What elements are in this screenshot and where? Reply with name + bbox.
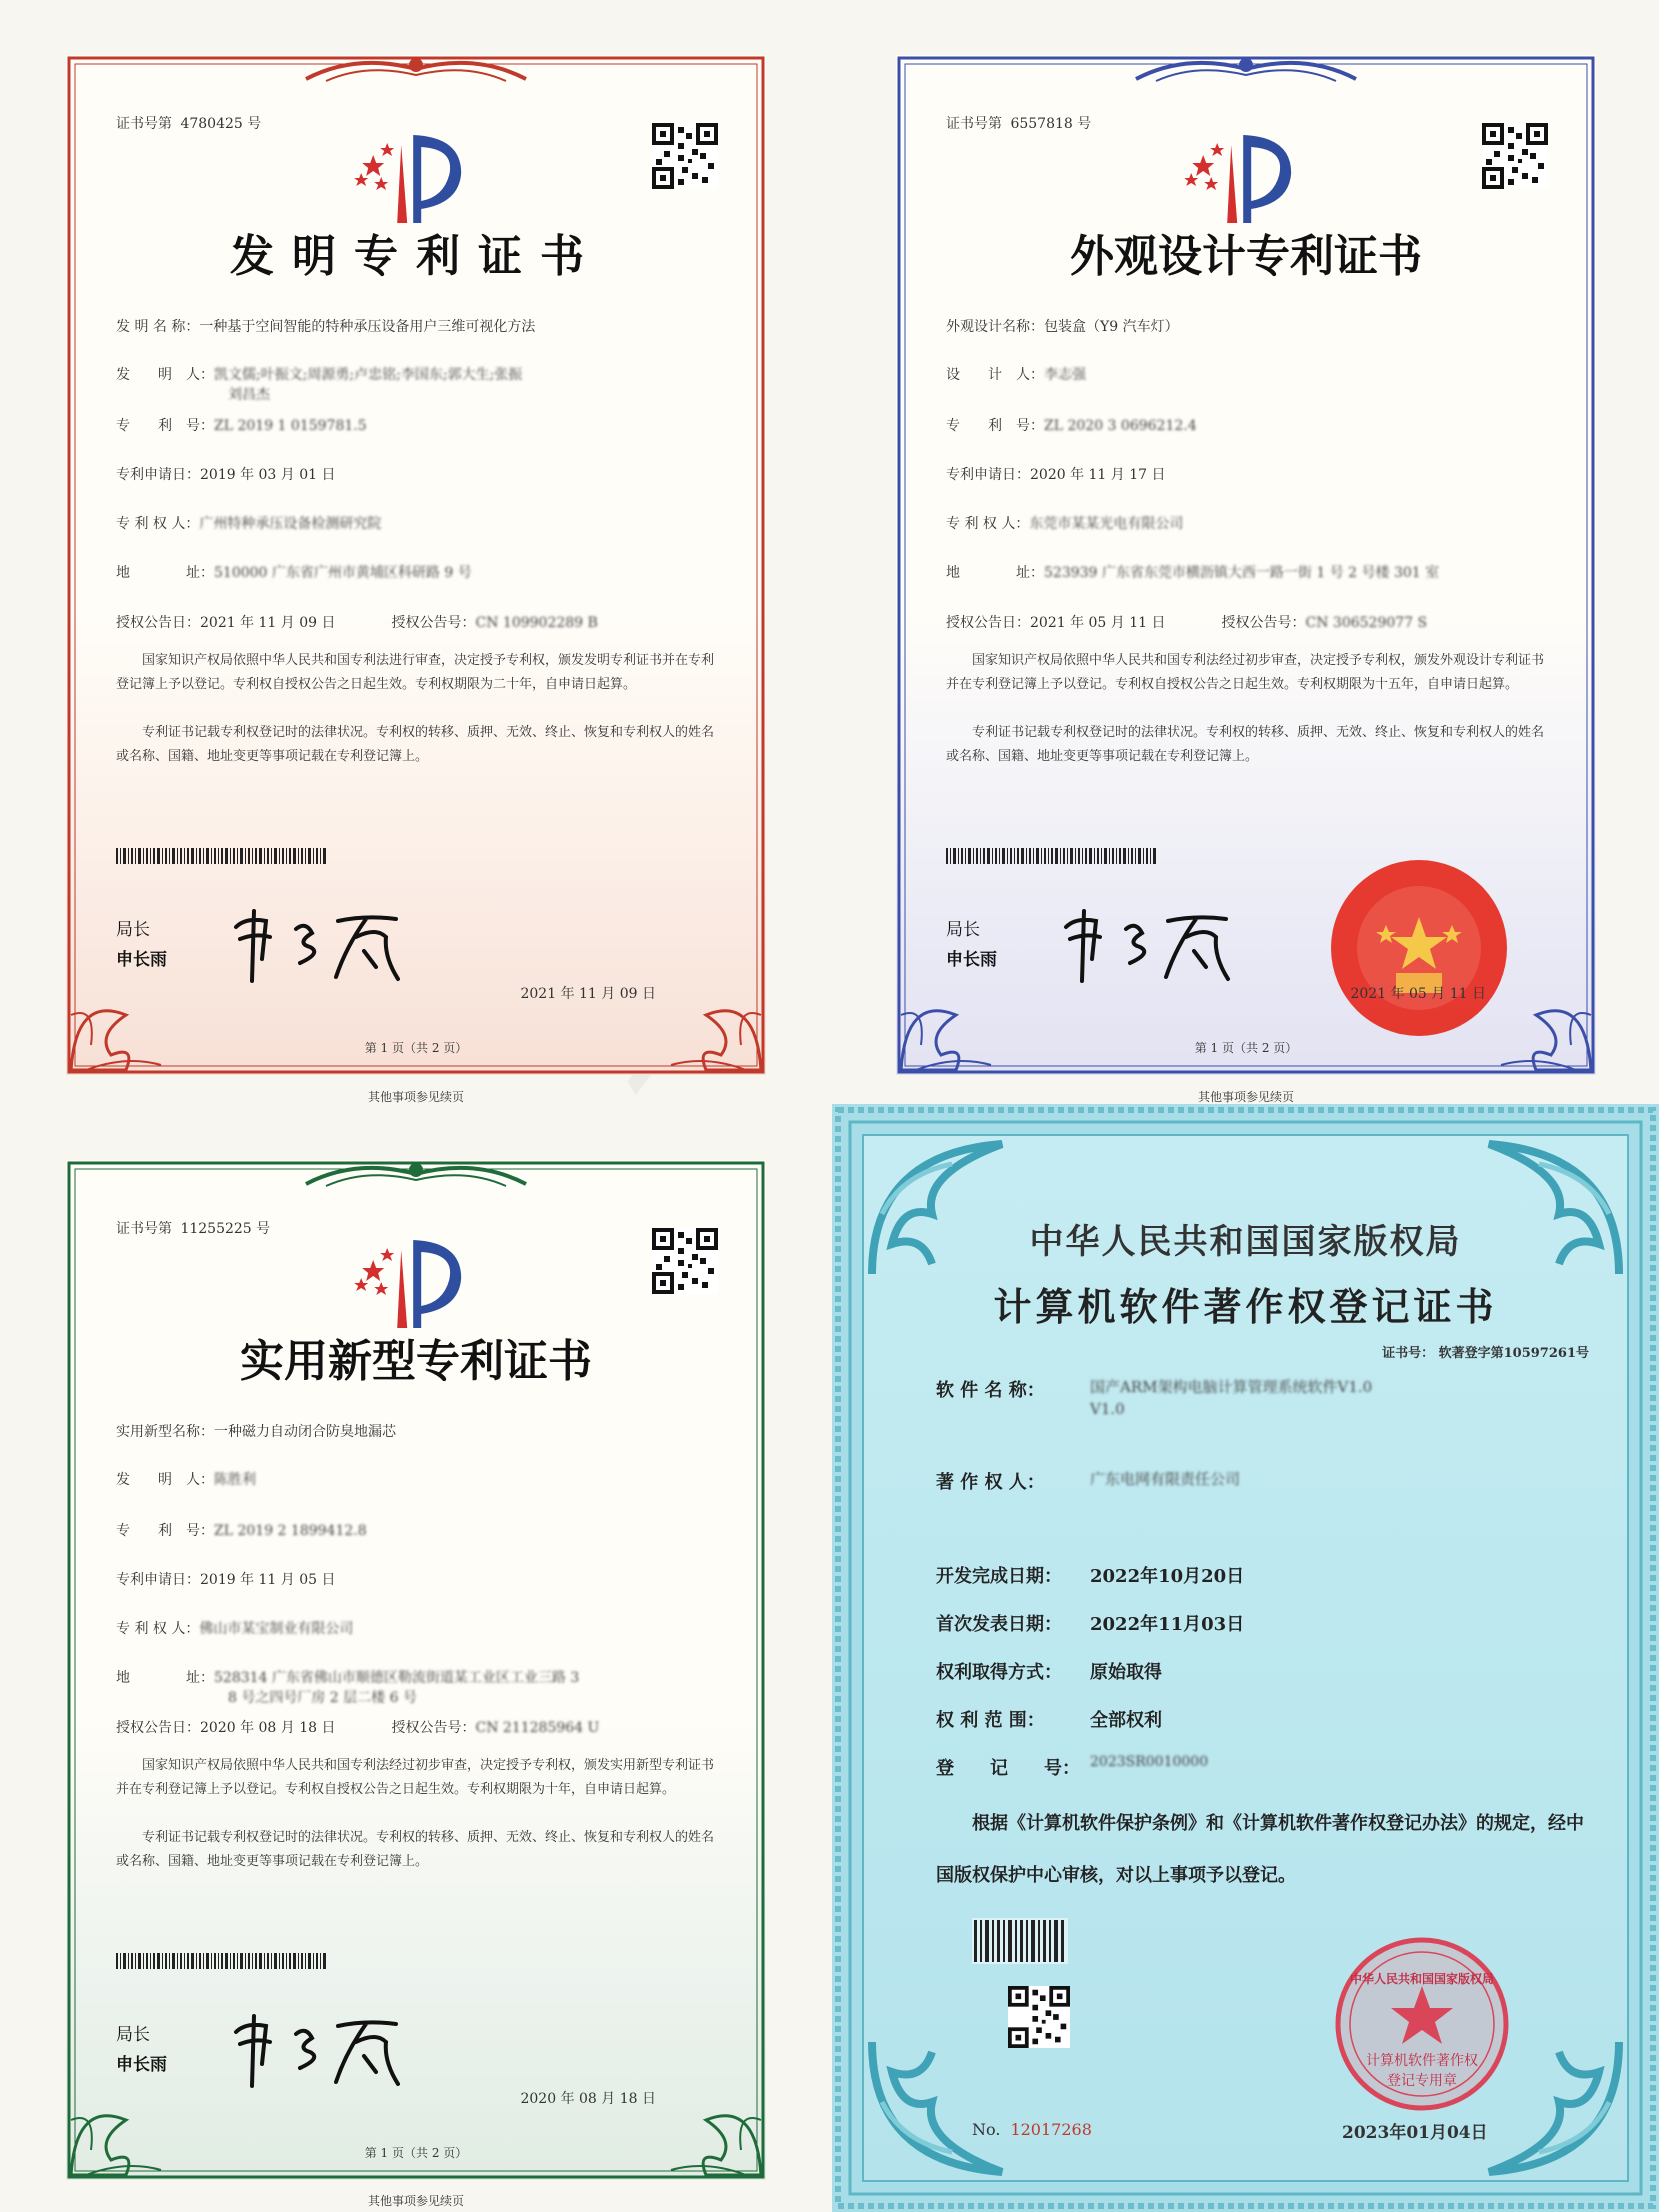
field-software-name: 软 件 名 称： 国产ARM架构电脑计算管理系统软件V1.0 (936, 1378, 1373, 1401)
field-publish-date: 首次发表日期： 2022年11月03日 (936, 1614, 1245, 1635)
certificate-declaration: 根据《计算机软件保护条例》和《计算机软件著作权登记办法》的规定，经中国版权保护中心审核，对以上事项予以登记。 (936, 1813, 1584, 1886)
barcode-icon (116, 848, 326, 864)
director-signature (226, 2012, 426, 2092)
page-number: 第 1 页（共 2 页） (1194, 1041, 1298, 1055)
sign-date: 2021 年 11 月 09 日 (520, 986, 656, 1002)
qr-code-icon (652, 123, 718, 189)
certificate-title: 外观设计专利证书 (1070, 231, 1422, 282)
field-registration-number: 登 记 号： 2023SR0010000 (936, 1754, 1209, 1779)
qr-code-icon (1482, 123, 1548, 189)
director-block: 局长 申长雨 (116, 2025, 167, 2075)
field-publication: 授权公告日：2021 年 11 月 09 日 授权公告号：CN 109902289 B (116, 615, 598, 631)
design-patent-certificate (896, 55, 1596, 1075)
footer-note: 其他事项参见续页 (1197, 1090, 1294, 1104)
director-signature (1056, 907, 1256, 987)
seal-subtext-2: 登记专用章 (1387, 2073, 1457, 2089)
issuer-title: 中华人民共和国国家版权局 (1029, 1222, 1462, 1262)
corner-ornament (862, 2032, 1012, 2182)
field-application-date: 专利申请日：2020 年 11 月 17 日 (946, 467, 1166, 483)
certificate-title: 发明专利证书 (230, 231, 602, 282)
field-address: 地 址：523939 广东省东莞市横沥镇大西一路一街 1 号 2 号楼 301 室 (946, 565, 1440, 581)
qr-code-icon (652, 1228, 718, 1294)
official-seal (1326, 855, 1512, 1041)
certificate-legal-note: 专利证书记载专利权登记时的法律状况。专利权的转移、质押、无效、终止、恢复和专利权人的姓名或名称、国籍、地址变更等事项记载在专利登记簿上。 (946, 725, 1545, 764)
sign-date: 2020 年 08 月 18 日 (520, 2091, 656, 2107)
sign-date: 2021 年 05 月 11 日 (1350, 986, 1486, 1002)
field-copyright-owner: 著 作 权 人： 广东电网有限责任公司 (936, 1470, 1241, 1493)
field-rights-scope: 权 利 范 围： 全部权利 (936, 1710, 1162, 1731)
field-publication: 授权公告日：2021 年 05 月 11 日 授权公告号：CN 306529077 S (946, 615, 1428, 631)
field-inventors: 发 明 人：凯文儒;叶振文;周源勇;卢忠铭;李国东;郭大生;张振 刘昌杰 (116, 367, 523, 403)
certificate-title: 计算机软件著作权登记证书 (993, 1284, 1498, 1329)
field-application-date: 专利申请日：2019 年 11 月 05 日 (116, 1572, 336, 1588)
certificate-statement: 国家知识产权局依照中华人民共和国专利法经过初步审查，决定授予专利权，颁发外观设计专利证书并在专利登记簿上予以登记。专利权自授权公告之日起生效。专利权期限为十五年，自申请日起算。 (946, 653, 1545, 692)
qr-code-icon (1008, 1986, 1070, 2048)
page-number: 第 1 页（共 2 页） (364, 1041, 468, 1055)
field-utility-name: 实用新型名称：一种磁力自动闭合防臭地漏芯 (116, 1424, 396, 1440)
field-address: 地 址：510000 广东省广州市黄埔区科研路 9 号 (116, 565, 472, 581)
field-inventor: 发 明 人：陈胜利 (116, 1472, 256, 1488)
field-patent-number: 专 利 号：ZL 2020 3 0696212.4 (946, 418, 1197, 434)
seal-subtext-1: 计算机软件著作权 (1366, 2053, 1478, 2069)
director-signature (226, 907, 426, 987)
corner-ornament (646, 2060, 766, 2180)
certificate-number: 证书号： 软著登字第10597261号 (1382, 1346, 1589, 1361)
field-patentee: 专 利 权 人：广州特种承压设备检测研究院 (116, 516, 382, 532)
footer-note: 其他事项参见续页 (367, 2194, 464, 2208)
director-block: 局长 申长雨 (946, 920, 997, 970)
director-block: 局长 申长雨 (116, 920, 167, 970)
corner-ornament (646, 955, 766, 1075)
certificate-legal-note: 专利证书记载专利权登记时的法律状况。专利权的转移、质押、无效、终止、恢复和专利权人的姓名或名称、国籍、地址变更等事项记载在专利登记簿上。 (116, 725, 715, 764)
footer-note: 其他事项参见续页 (367, 1090, 464, 1104)
field-acquisition-method: 权利取得方式： 原始取得 (936, 1662, 1162, 1683)
barcode-icon (972, 1918, 1068, 1964)
field-patentee: 专 利 权 人：东莞市某某光电有限公司 (946, 516, 1184, 532)
field-patent-number: 专 利 号：ZL 2019 1 0159781.5 (116, 418, 367, 434)
invention-patent-certificate (66, 55, 766, 1075)
serial-number: No. 12017268 (972, 2120, 1092, 2139)
field-publication: 授权公告日：2020 年 08 月 18 日 授权公告号：CN 211285964 U (116, 1720, 600, 1736)
barcode-icon (946, 848, 1156, 864)
field-patent-number: 专 利 号：ZL 2019 2 1899412.8 (116, 1523, 367, 1539)
field-design-name: 外观设计名称：包装盒（Y9 汽车灯） (946, 319, 1179, 335)
page-number: 第 1 页（共 2 页） (364, 2146, 468, 2160)
certificate-number: 证书号第 4780425 号 (116, 116, 262, 132)
utility-patent-certificate (66, 1160, 766, 2180)
certificate-statement: 国家知识产权局依照中华人民共和国专利法进行审查，决定授予专利权，颁发发明专利证书并在专利登记簿上予以登记。专利权自授权公告之日起生效。专利权期限为二十年，自申请日起算。 (116, 653, 715, 692)
issue-date: 2023年01月04日 (1342, 2123, 1488, 2143)
field-dev-date: 开发完成日期： 2022年10月20日 (936, 1566, 1245, 1587)
field-designer: 设 计 人：李志强 (946, 367, 1086, 383)
field-patentee: 专 利 权 人：佛山市某宝制业有限公司 (116, 1621, 354, 1637)
certificate-number: 证书号第 11255225 号 (116, 1221, 271, 1237)
certificate-legal-note: 专利证书记载专利权登记时的法律状况。专利权的转移、质押、无效、终止、恢复和专利权人的姓名或名称、国籍、地址变更等事项记载在专利登记簿上。 (116, 1830, 715, 1869)
certificate-number: 证书号第 6557818 号 (946, 116, 1092, 132)
crest-ornament (296, 1160, 536, 1190)
crest-ornament (296, 55, 536, 85)
field-invention-name: 发 明 名 称：一种基于空间智能的特种承压设备用户三维可视化方法 (116, 319, 536, 335)
cnipa-logo-icon (1173, 127, 1303, 227)
certificate-title: 实用新型专利证书 (240, 1336, 592, 1387)
software-copyright-certificate: 中华人民共和国国家版权局 计算机软件著作权登记证书 证书号： 软著登字第10597261号 软 件 名 称： 国产ARM架构电脑计算管理系统软件V1.0 V1.0 著 作 权 人： 广东电网有限责任公司 开发完成日期： 2022年10月20日 首次发表日期： 2022年11月03日 权利取得方式： 原始取得 权 利 范 围： 全部权利 登 记 号： 2023SR0010000 根据《计算机软件保护条例》和《计算机软件著作权登记办法》的规定，经中国版权保护中心审核，对以上事项予以登记。 中华人民共和国国家版权局 计算机软件著作权 登记专用章 No. 12017268 2023年01月04日 (832, 1104, 1659, 2212)
barcode-icon (116, 1953, 326, 1969)
certificate-statement: 国家知识产权局依照中华人民共和国专利法经过初步审查，决定授予专利权，颁发实用新型专利证书并在专利登记簿上予以登记。专利权自授权公告之日起生效。专利权期限为十年，自申请日起算。 (116, 1758, 715, 1797)
crest-ornament (1126, 55, 1366, 85)
cnipa-logo-icon (343, 127, 473, 227)
cnipa-logo-icon (343, 1232, 473, 1332)
field-address: 地 址：528314 广东省佛山市顺德区勒流街道某工业区工业三路 3 8 号之四号厂房 2 层二楼 6 号 (116, 1670, 580, 1706)
field-application-date: 专利申请日：2019 年 03 月 01 日 (116, 467, 336, 483)
seal-text: 中华人民共和国国家版权局 (1349, 1972, 1494, 1986)
